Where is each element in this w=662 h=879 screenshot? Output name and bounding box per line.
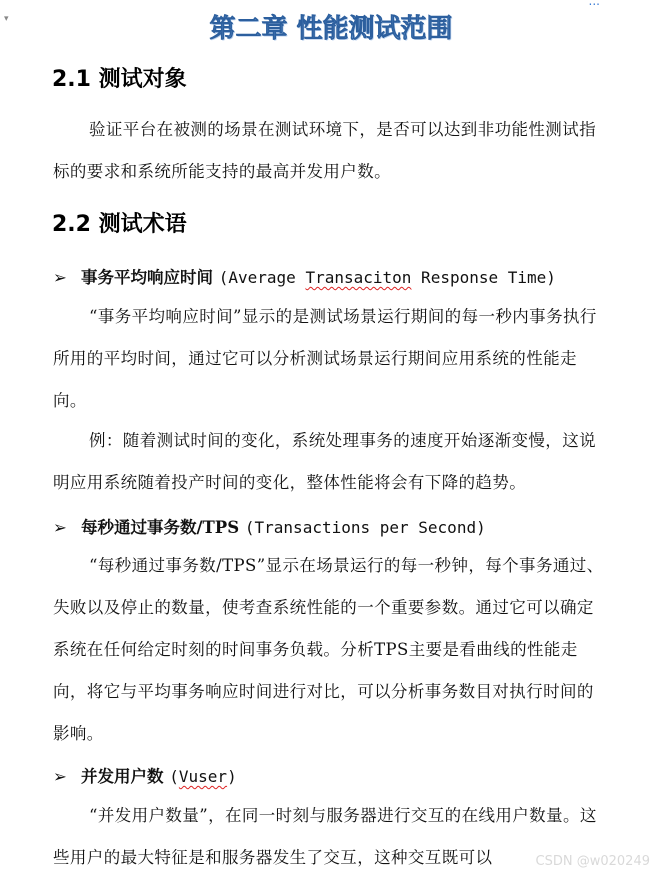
term-heading-vuser <box>53 763 237 787</box>
paragraph-vuser: “并发用户数量”，在同一时刻与服务器进行交互的在线用户数量。这些用户的最大特征是和服务器发生了交互，这种交互既可以 <box>53 806 597 867</box>
section-heading-test-object: 2.1 测试对象 <box>52 67 187 92</box>
watermark: CSDN @w020249 <box>535 854 650 869</box>
bullet-arrow-icon: ➢ <box>53 767 67 786</box>
paragraph-test-object: 验证平台在被测的场景在测试环境下，是否可以达到非功能性测试指标的要求和系统所能支持的最高并发用户数。 <box>53 120 596 181</box>
bullet-arrow-icon: ➢ <box>53 518 67 537</box>
page-marker-icon: ▾ <box>4 14 9 24</box>
section-heading-test-terms: 2.2 测试术语 <box>52 212 187 237</box>
chapter-title: 第二章 性能测试范围 <box>209 14 453 44</box>
paragraph-avg-response-time: “事务平均响应时间”显示的是测试场景运行期间的每一秒内事务执行所用的平均时间，通过它可以分析测试场景运行期间应用系统的性能走向。 <box>53 307 597 410</box>
paragraph-tps: “每秒通过事务数/TPS”显示在场景运行的每一秒钟，每个事务通过、失败以及停止的数量，使考查系统性能的一个重要参数。通过它可以确定系统在任何给定时刻的时间事务负载。分析TPS主要是看曲线的性能走向，将它与平均事务响应时间进行对比，可以分析事务数目对执行时间的影响。 <box>53 556 604 743</box>
paragraph-avg-response-example: 例：随着测试时间的变化，系统处理事务的速度开始逐渐变慢，这说明应用系统随着投产时间的变化，整体性能将会有下降的趋势。 <box>53 431 596 492</box>
term-title-cn: 事务平均响应时间 <box>81 268 213 287</box>
bullet-arrow-icon: ➢ <box>53 268 67 287</box>
term-heading-tps <box>53 514 486 538</box>
term-title-en: (Average Transaciton Response Time) <box>218 268 556 287</box>
term-title-cn: 每秒通过事务数/TPS <box>81 518 240 537</box>
spellcheck-flagged-word: Transaciton <box>305 268 412 287</box>
term-title-en: (Transactions per Second) <box>244 518 486 537</box>
term-heading-avg-response-time <box>53 264 556 288</box>
header-corner-text: ... <box>588 0 600 8</box>
term-title-en: (Vuser) <box>169 767 237 786</box>
term-title-cn: 并发用户数 <box>81 767 164 786</box>
spellcheck-flagged-word: Vuser <box>178 767 228 786</box>
